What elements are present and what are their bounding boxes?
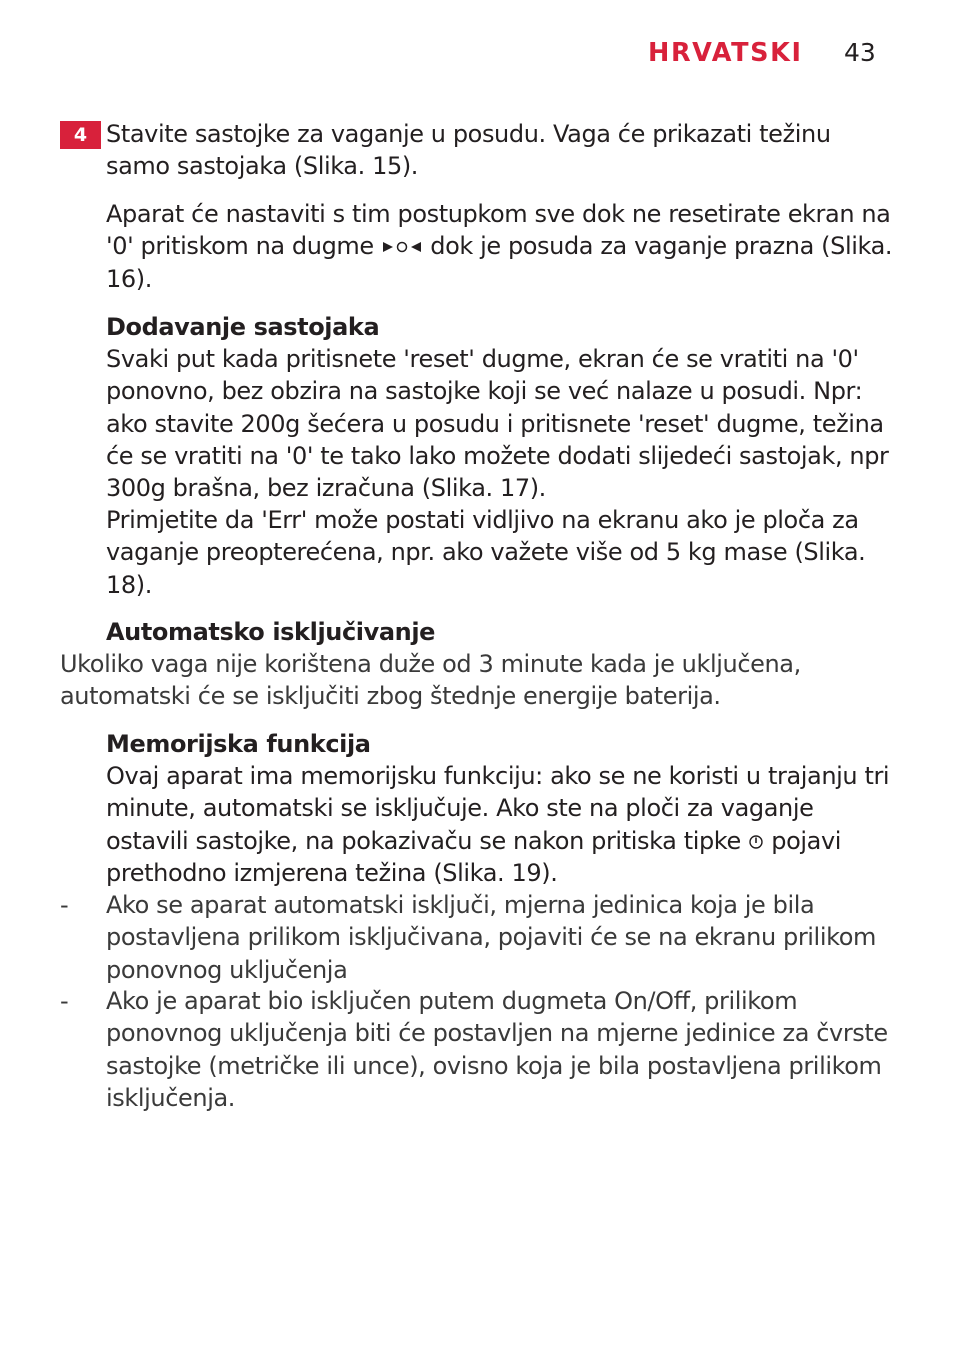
memory-text (106, 760, 896, 889)
auto-off-text: Ukoliko vaga nije korištena duže od 3 minute kada je uključena, automatski će se isključiti zbog štednje energije baterija. (60, 650, 801, 711)
memory-text-after: pojavi prethodno izmjerena težina (Slika. 19). (106, 826, 842, 887)
bullet-marker: - (60, 987, 69, 1015)
memory-heading: Memorijska funkcija (106, 730, 371, 758)
step-4-text: Stavite sastojke za vaganje u posudu. Vaga će prikazati težinu samo sastojaka (Slika. 15). (106, 120, 831, 181)
reset-tare-icon (381, 240, 423, 254)
step-number-badge: 4 (60, 121, 101, 149)
continue-text-before: Aparat će nastaviti s tim postupkom sve dok ne resetirate ekran na '0' pritiskom na dugme (106, 200, 891, 261)
page-header (648, 36, 888, 72)
page-number: 43 (844, 38, 876, 67)
memory-bullet-2: Ako je aparat bio isključen putem dugmeta On/Off, prilikom ponovnog uključenja biti će postavljen na mjerne jedinice za čvrste sastojke (metričke ili unce), ovisno koja je bila postavljena prilikom isključenja. (106, 987, 888, 1112)
power-icon (748, 834, 764, 850)
auto-off-heading: Automatsko isključivanje (106, 618, 436, 646)
adding-text-1: Svaki put kada pritisnete 'reset' dugme, ekran će se vratiti na '0' ponovno, bez obzira na sastojke koji se već nalaze u posudi. Npr: ako stavite 200g šećera u posudu i pritisnete 'reset' dugme, težina će se vratiti na '0' te tako lako možete dodati slijedeći sastojak, npr 300g brašna, bez izračuna (Slika. 17). (106, 345, 889, 503)
adding-heading: Dodavanje sastojaka (106, 313, 380, 341)
bullet-marker: - (60, 891, 69, 919)
memory-bullet-1: Ako se aparat automatski isključi, mjerna jedinica koja je bila postavljena prilikom isključivana, pojaviti će se na ekranu prilikom ponovnog uključenja (106, 891, 877, 984)
adding-text-2: Primjetite da 'Err' može postati vidljivo na ekranu ako je ploča za vaganje preopterećena, npr. ako važete više od 5 kg mase (Slika. 18). (106, 506, 866, 599)
continue-text-after: dok je posuda za vaganje prazna (Slika. 16). (106, 232, 893, 293)
continue-paragraph (106, 198, 896, 295)
memory-text-before: Ovaj aparat ima memorijsku funkciju: ako se ne koristi u trajanju tri minute, automatski se isključuje. Ako ste na ploči za vaganje ostavili sastojke, na pokazivaču se nakon pritiska tipke (106, 762, 890, 855)
language-title: HRVATSKI (648, 38, 803, 68)
